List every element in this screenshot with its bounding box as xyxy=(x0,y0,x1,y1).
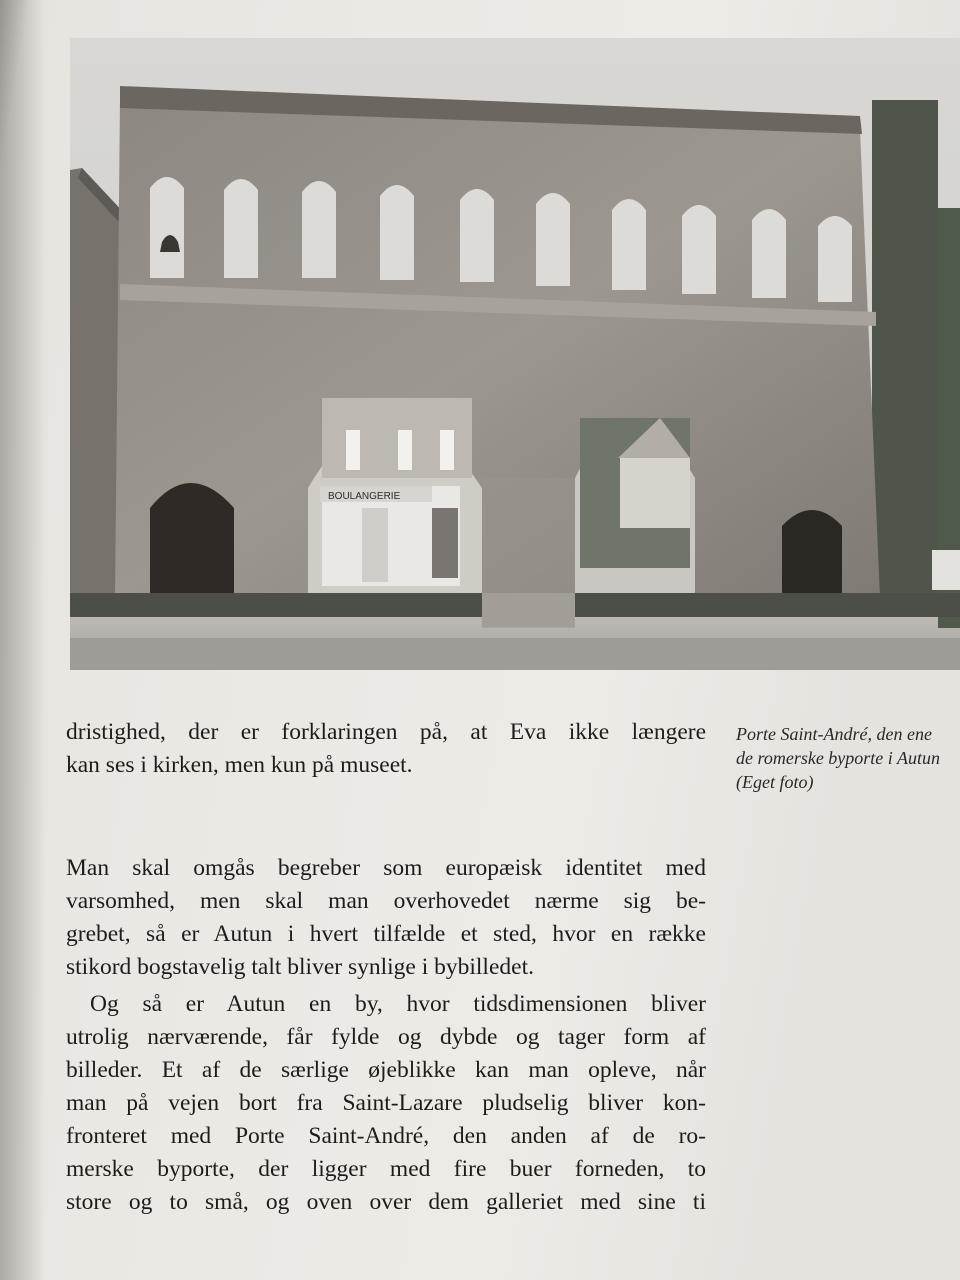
text-line: man på vejen bort fra Saint-Lazare pludselig bliver kon- xyxy=(66,1090,706,1116)
text-line: grebet, så er Autun i hvert tilfælde et sted, hvor en række xyxy=(66,921,706,947)
paragraph-2 xyxy=(66,852,706,984)
paragraph-3 xyxy=(66,988,706,1219)
text-line: dristighed, der er forklaringen på, at Eva ikke længere xyxy=(66,719,706,745)
text-line: kan ses i kirken, men kun på museet. xyxy=(66,752,413,778)
text-line: fronteret med Porte Saint-André, den anden af de ro- xyxy=(66,1123,706,1149)
text-line: store og to små, og oven over dem galleriet med sine ti xyxy=(66,1189,706,1215)
text-line: merske byporte, der ligger med fire buer forneden, to xyxy=(66,1156,706,1182)
text-line: utrolig nærværende, får fylde og dybde og tager form af xyxy=(66,1024,706,1050)
caption-line: (Eget foto) xyxy=(736,772,814,792)
porte-saint-andre-photograph xyxy=(70,38,960,670)
text-line: Og så er Autun en by, hvor tidsdimensionen bliver xyxy=(90,991,706,1017)
caption-line: de romerske byporte i Autun xyxy=(736,748,940,768)
text-line: varsomhed, men skal man overhovedet nærme sig be- xyxy=(66,888,706,914)
boulangerie-sign: BOULANGERIE xyxy=(328,491,401,502)
caption-line: Porte Saint-André, den ene xyxy=(736,724,932,744)
text-line: stikord bogstavelig talt bliver synlige i bybilledet. xyxy=(66,954,534,980)
text-line: billeder. Et af de særlige øjeblikke kan man opleve, når xyxy=(66,1057,706,1083)
page-gutter-shadow xyxy=(0,0,46,1280)
text-line: Man skal omgås begreber som europæisk identitet med xyxy=(66,855,706,881)
photo-caption xyxy=(736,722,960,794)
paragraph-1 xyxy=(66,716,706,782)
gate-illustration xyxy=(70,38,960,670)
